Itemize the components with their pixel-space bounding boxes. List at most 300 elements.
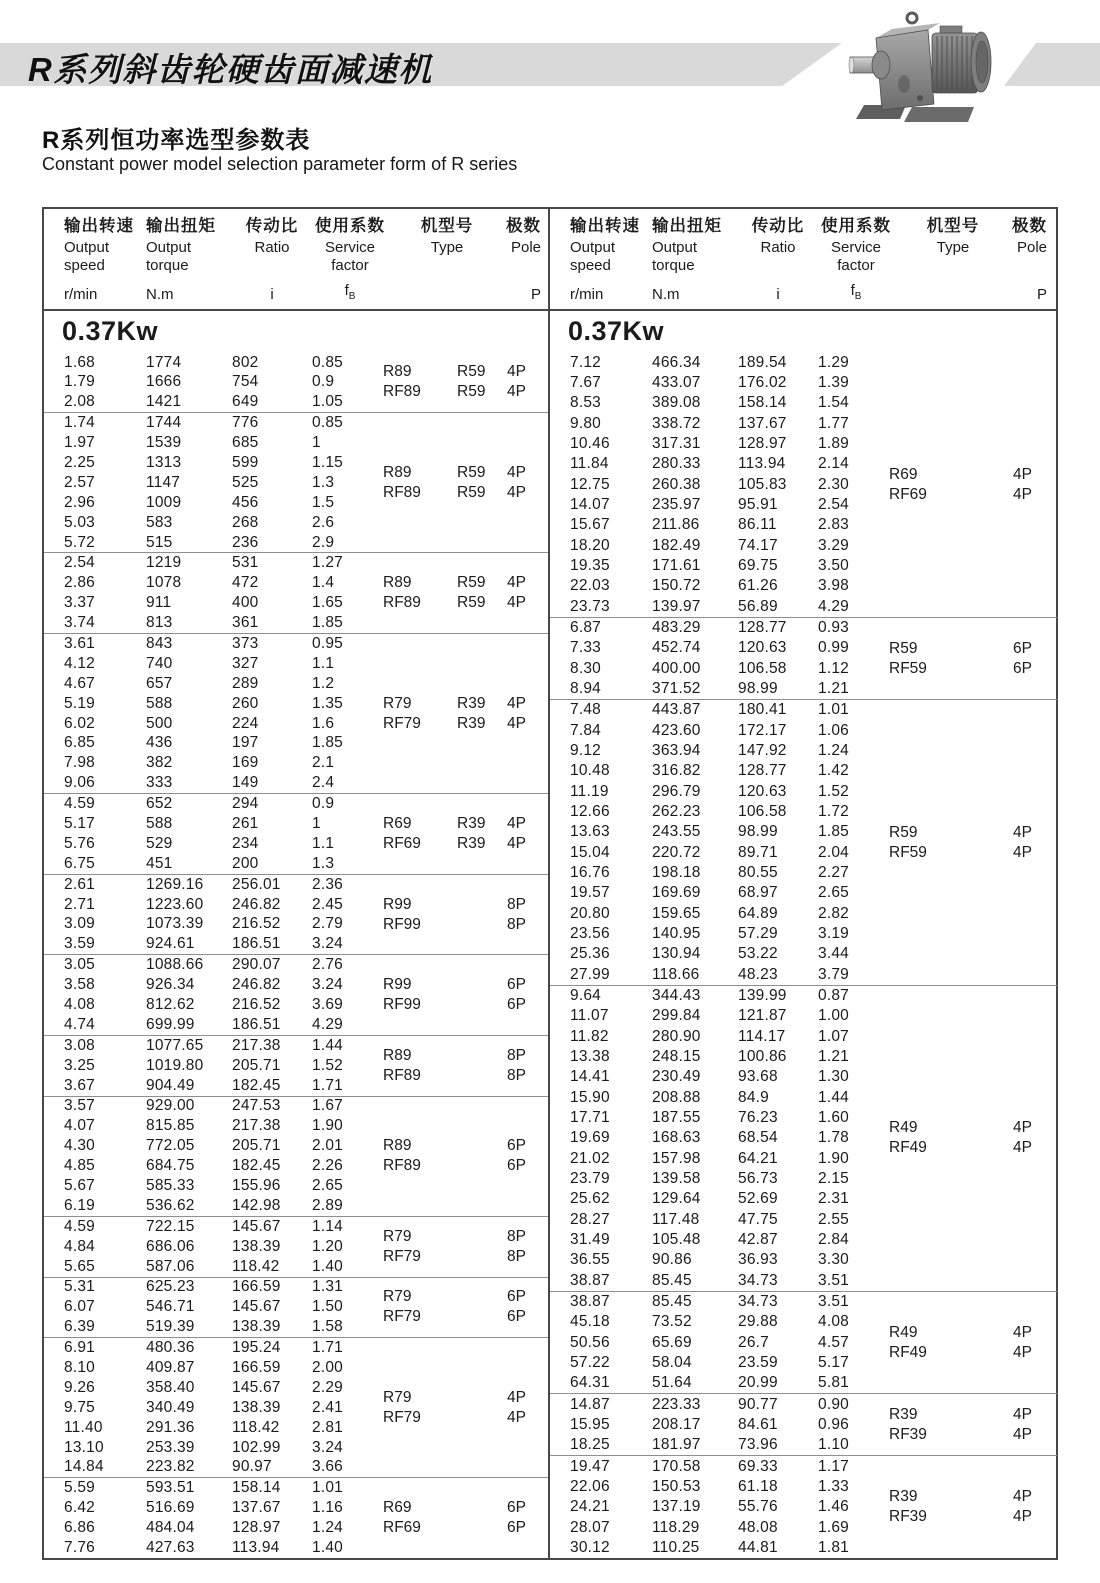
service-factor: 1 (312, 434, 321, 452)
ratio: 256.01 (232, 875, 281, 893)
output-speed: 2.54 (64, 554, 95, 572)
output-speed: 10.48 (570, 762, 610, 780)
service-factor: 2.65 (818, 884, 849, 902)
output-torque: 1269.16 (146, 875, 204, 893)
output-torque: 400.00 (652, 659, 701, 677)
output-torque: 130.94 (652, 945, 701, 963)
output-speed: 13.38 (570, 1047, 610, 1065)
pole-value: 4P (1013, 1405, 1032, 1423)
service-factor: 0.99 (818, 639, 849, 657)
column-header-speed: 输出转速 Output speed r/min (64, 217, 134, 303)
service-factor: 1.1 (312, 654, 335, 672)
pole-value: 8P (507, 895, 526, 913)
output-torque: 211.86 (652, 516, 700, 534)
table-row (550, 556, 1057, 576)
table-row (550, 1332, 1057, 1352)
table-row (550, 373, 1057, 393)
ratio: 86.11 (738, 516, 777, 534)
service-factor: 1.3 (312, 854, 335, 872)
output-torque: 137.19 (652, 1498, 701, 1516)
ratio: 145.67 (232, 1217, 281, 1235)
output-torque: 1223.60 (146, 895, 204, 913)
output-speed: 2.86 (64, 574, 95, 592)
output-torque: 260.38 (652, 475, 701, 493)
table-row (550, 659, 1057, 679)
table-row (550, 1108, 1057, 1128)
ratio: 106.58 (738, 803, 787, 821)
pole-value: 6P (507, 1157, 526, 1175)
table-row (44, 1498, 548, 1518)
pole-cell (1013, 639, 1032, 679)
ratio: 52.69 (738, 1190, 778, 1208)
output-speed: 5.17 (64, 814, 95, 832)
table-row (44, 1015, 548, 1035)
table-row (44, 1317, 548, 1337)
service-factor: 2.82 (818, 904, 849, 922)
type-model: RF89 (383, 1066, 421, 1084)
type-cell (889, 1118, 927, 1158)
output-torque: 500 (146, 714, 173, 732)
output-torque: 1539 (146, 434, 182, 452)
pole-value: 8P (507, 1247, 526, 1265)
table-row (44, 634, 548, 654)
table-row (550, 1067, 1057, 1087)
output-torque: 51.64 (652, 1374, 692, 1392)
table-row (550, 1189, 1057, 1209)
type-model: R39 (889, 1488, 918, 1506)
output-speed: 7.67 (570, 374, 601, 392)
ratio: 120.63 (738, 639, 787, 657)
pole-value: 8P (507, 1066, 526, 1084)
ratio-group (44, 1216, 548, 1277)
service-factor: 1.60 (818, 1108, 849, 1126)
ratio: 95.91 (738, 496, 778, 514)
pole-value: 4P (1013, 843, 1032, 861)
table-row (44, 1257, 548, 1277)
table-row (550, 944, 1057, 964)
service-factor: 1.52 (818, 782, 849, 800)
ratio: 205.71 (232, 1056, 281, 1074)
type-model: R59 (889, 823, 918, 841)
output-speed: 5.59 (64, 1479, 95, 1497)
type-model: RF89 (383, 483, 421, 501)
output-speed: 15.04 (570, 843, 610, 861)
service-factor: 1.05 (312, 393, 343, 411)
ratio-group (44, 633, 548, 793)
groups (44, 353, 548, 1558)
ratio: 64.21 (738, 1149, 778, 1167)
ratio: 138.39 (232, 1398, 281, 1416)
output-torque: 409.87 (146, 1359, 195, 1377)
output-torque: 1774 (146, 353, 182, 371)
service-factor: 1.21 (818, 680, 849, 698)
ratio: 118.42 (232, 1418, 280, 1436)
ratio: 247.53 (232, 1097, 281, 1115)
output-torque: 593.51 (146, 1479, 195, 1497)
table-row (44, 934, 548, 954)
ratio: 145.67 (232, 1298, 281, 1316)
ratio: 56.73 (738, 1169, 778, 1187)
type-model: R39 (889, 1405, 918, 1423)
output-torque: 443.87 (652, 701, 701, 719)
ratio: 268 (232, 513, 259, 531)
pole-value: 8P (507, 1227, 526, 1245)
output-torque: 129.64 (652, 1190, 701, 1208)
column-header-torque: 输出扭矩 Output torque N.m (146, 217, 216, 303)
output-speed: 4.59 (64, 795, 95, 813)
column-header-ratio: 传动比 Ratio i (751, 217, 805, 303)
output-torque: 333 (146, 774, 173, 792)
table-row (44, 613, 548, 633)
output-torque: 625.23 (146, 1278, 195, 1296)
service-factor: 1.81 (818, 1538, 849, 1556)
ratio: 113.94 (738, 455, 786, 473)
output-speed: 7.48 (570, 701, 601, 719)
table-row (44, 1378, 548, 1398)
column-header-type: 机型号 Type (926, 217, 980, 257)
type-model: R69 (889, 465, 918, 483)
table-row (550, 597, 1057, 617)
ratio: 68.54 (738, 1129, 778, 1147)
column-header-speed: 输出转速 Output speed r/min (570, 217, 640, 303)
service-factor: 1.39 (818, 374, 849, 392)
ratio: 216.52 (232, 996, 281, 1013)
type-model: R39 (457, 834, 486, 852)
ratio: 472 (232, 574, 259, 592)
output-speed: 31.49 (570, 1230, 610, 1248)
output-torque: 358.40 (146, 1378, 195, 1396)
output-torque: 1744 (146, 414, 182, 432)
service-factor: 1.67 (312, 1097, 343, 1115)
service-factor: 1.31 (312, 1278, 343, 1296)
table-row (44, 995, 548, 1015)
output-torque: 451 (146, 854, 173, 872)
output-torque: 150.72 (652, 577, 701, 595)
ratio: 158.14 (232, 1479, 281, 1497)
ratio: 34.73 (738, 1292, 778, 1310)
service-factor: 3.51 (818, 1271, 849, 1289)
output-torque: 85.45 (652, 1271, 692, 1289)
type-model: R89 (383, 463, 412, 481)
ratio: 169 (232, 754, 259, 772)
output-speed: 11.40 (64, 1418, 103, 1436)
ratio: 138.39 (232, 1318, 281, 1336)
table-row (550, 1312, 1057, 1332)
service-factor: 3.30 (818, 1251, 849, 1269)
output-speed: 50.56 (570, 1333, 610, 1351)
ratio: 23.59 (738, 1353, 778, 1371)
service-factor: 0.9 (312, 795, 335, 813)
output-torque: 85.45 (652, 1292, 692, 1310)
service-factor: 4.29 (312, 1015, 343, 1033)
pole-cell (1013, 823, 1032, 863)
table-row (550, 986, 1057, 1006)
service-factor: 3.66 (312, 1458, 343, 1476)
type-cell (889, 1323, 927, 1363)
table-row (550, 1477, 1057, 1497)
type-model: R39 (457, 694, 486, 712)
table-row (550, 1435, 1057, 1455)
output-torque: 1147 (146, 473, 181, 491)
output-speed: 5.03 (64, 513, 95, 531)
type-model: RF99 (383, 996, 421, 1014)
table-row (44, 1338, 548, 1358)
pole-value: 4P (507, 694, 526, 712)
table-row (550, 1538, 1057, 1558)
output-torque: 516.69 (146, 1499, 195, 1517)
output-speed: 7.84 (570, 721, 601, 739)
ratio: 90.97 (232, 1458, 272, 1476)
output-torque: 699.99 (146, 1015, 195, 1033)
pole-value: 4P (507, 594, 526, 612)
ratio: 73.96 (738, 1436, 778, 1454)
service-factor: 0.85 (312, 353, 343, 371)
pole-cell (1013, 1118, 1032, 1158)
output-torque: 371.52 (652, 680, 701, 698)
table-row (44, 1156, 548, 1176)
pole-value: 6P (507, 1137, 526, 1155)
table-row (550, 618, 1057, 638)
ratio: 76.23 (738, 1108, 778, 1126)
ratio: 84.9 (738, 1088, 769, 1106)
table-half-left (44, 209, 550, 1558)
output-speed: 1.74 (64, 414, 95, 432)
ratio: 26.7 (738, 1333, 769, 1351)
service-factor: 0.95 (312, 634, 343, 652)
service-factor: 1.14 (312, 1217, 343, 1235)
table-row (44, 1237, 548, 1257)
column-header-factor: 使用系数 Service factor $f_B$ (821, 217, 891, 303)
output-speed: 64.31 (570, 1374, 610, 1392)
service-factor: 2.31 (818, 1190, 849, 1208)
output-speed: 25.36 (570, 945, 610, 963)
output-speed: 2.25 (64, 453, 95, 471)
pole-cell (1013, 1323, 1032, 1363)
output-torque: 382 (146, 754, 173, 772)
output-torque: 536.62 (146, 1196, 195, 1214)
table-half-right (550, 209, 1057, 1558)
pole-value: 8P (507, 915, 526, 933)
service-factor: 1.10 (818, 1436, 849, 1454)
table-row (44, 753, 548, 773)
output-speed: 19.69 (570, 1129, 610, 1147)
ratio: 137.67 (232, 1499, 281, 1517)
output-speed: 6.39 (64, 1318, 95, 1336)
type-cell (889, 465, 927, 505)
ratio: 47.75 (738, 1210, 778, 1228)
ratio: 200 (232, 854, 259, 872)
ratio: 128.77 (738, 762, 787, 780)
type-model: R59 (457, 594, 486, 612)
column-header-type: 机型号 Type (420, 217, 474, 257)
table-row (550, 1415, 1057, 1435)
type-cell (889, 1487, 927, 1527)
type-model: RF69 (383, 834, 421, 852)
table-row (44, 513, 548, 533)
output-speed: 23.73 (570, 597, 610, 615)
service-factor: 1.40 (312, 1539, 343, 1557)
type-cell (889, 823, 927, 863)
ratio: 205.71 (232, 1137, 281, 1155)
ratio: 105.83 (738, 475, 787, 493)
type-model: R79 (383, 1388, 412, 1406)
ratio: 34.73 (738, 1271, 778, 1289)
type-cell (383, 814, 485, 854)
service-factor: 1.85 (818, 823, 849, 841)
table-row (550, 393, 1057, 413)
service-factor: 1.01 (312, 1479, 343, 1497)
pole-value: 4P (507, 463, 526, 481)
type-model: R59 (889, 639, 918, 657)
service-factor: 4.29 (818, 597, 849, 615)
output-torque: 722.15 (146, 1217, 195, 1235)
ratio: 180.41 (738, 701, 787, 719)
ratio: 20.99 (738, 1374, 778, 1392)
service-factor: 5.17 (818, 1353, 849, 1371)
table-row (550, 1047, 1057, 1067)
output-speed: 18.25 (570, 1436, 610, 1454)
ratio: 118.42 (232, 1257, 280, 1275)
ratio: 98.99 (738, 823, 778, 841)
ratio: 57.29 (738, 924, 778, 942)
ratio-group (44, 1096, 548, 1216)
table-row (44, 1358, 548, 1378)
column-header-pole: 极数 Pole P (506, 217, 541, 303)
service-factor: 2.01 (312, 1137, 343, 1155)
output-torque: 344.43 (652, 986, 701, 1004)
type-model: R79 (383, 1227, 412, 1245)
table-row (44, 733, 548, 753)
ratio: 100.86 (738, 1047, 787, 1065)
output-speed: 21.02 (570, 1149, 610, 1167)
output-speed: 2.57 (64, 473, 95, 491)
table-row (550, 964, 1057, 984)
ratio: 261 (232, 814, 259, 832)
service-factor: 1.44 (312, 1036, 343, 1054)
output-speed: 1.97 (64, 434, 95, 452)
output-speed: 1.79 (64, 373, 95, 391)
table-row (550, 721, 1057, 741)
output-speed: 6.02 (64, 714, 95, 732)
service-factor: 2.41 (312, 1398, 343, 1416)
output-speed: 3.61 (64, 634, 95, 652)
table-row (44, 1076, 548, 1096)
output-torque: 433.07 (652, 374, 701, 392)
table-row (550, 883, 1057, 903)
service-factor: 4.57 (818, 1333, 849, 1351)
type-cell (383, 1498, 421, 1538)
power-heading: 0.37Kw (568, 316, 665, 347)
service-factor: 1.42 (818, 762, 849, 780)
pole-cell (1013, 1405, 1032, 1445)
output-torque: 1073.39 (146, 915, 204, 933)
output-speed: 5.19 (64, 694, 95, 712)
pole-cell (507, 694, 526, 734)
service-factor: 0.9 (312, 373, 335, 391)
output-torque: 1009 (146, 493, 182, 511)
ratio: 80.55 (738, 864, 778, 881)
ratio: 84.61 (738, 1415, 778, 1433)
service-factor: 1.24 (818, 742, 849, 760)
table-row (550, 1394, 1057, 1414)
output-speed: 10.46 (570, 435, 610, 453)
type-model: RF89 (383, 383, 421, 401)
type-model: RF39 (889, 1425, 927, 1443)
output-speed: 4.08 (64, 996, 95, 1013)
gear-motor-image (848, 6, 1010, 132)
output-torque: 1078 (146, 574, 182, 592)
pole-value: 4P (507, 1388, 526, 1406)
ratio: 246.82 (232, 895, 281, 913)
table-row (44, 1116, 548, 1136)
ratio: 186.51 (232, 935, 281, 953)
ratio: 48.08 (738, 1518, 778, 1536)
ratio: 195.24 (232, 1339, 281, 1357)
type-model: RF79 (383, 1247, 421, 1265)
table-row (44, 1438, 548, 1458)
output-torque: 230.49 (652, 1068, 701, 1086)
service-factor: 2.76 (312, 956, 343, 974)
pole-cell (507, 1227, 526, 1267)
service-factor: 2.29 (312, 1378, 343, 1396)
ratio: 113.94 (232, 1539, 280, 1557)
table-row (44, 1056, 548, 1076)
pole-value: 4P (507, 483, 526, 501)
output-torque: 220.72 (652, 843, 701, 861)
groups (550, 353, 1057, 1558)
ratio: 373 (232, 634, 259, 652)
pole-cell (507, 814, 526, 854)
output-torque: 117.48 (652, 1210, 700, 1228)
type-cell (383, 1136, 421, 1176)
ratio: 93.68 (738, 1068, 778, 1086)
output-speed: 3.05 (64, 956, 95, 974)
table-row (550, 863, 1057, 883)
output-torque: 389.08 (652, 394, 701, 412)
output-torque: 588 (146, 814, 173, 832)
output-speed: 11.84 (570, 455, 609, 473)
table-row (44, 1196, 548, 1216)
output-speed: 4.74 (64, 1015, 95, 1033)
output-torque: 181.97 (652, 1436, 701, 1454)
output-speed: 4.84 (64, 1237, 95, 1255)
type-cell (383, 362, 485, 402)
output-speed: 38.87 (570, 1292, 610, 1310)
output-speed: 9.06 (64, 774, 95, 792)
output-speed: 6.91 (64, 1339, 95, 1357)
ratio-group (550, 1393, 1057, 1455)
output-torque: 483.29 (652, 619, 701, 637)
output-torque: 182.49 (652, 536, 701, 554)
output-speed: 23.79 (570, 1169, 610, 1187)
table-row (550, 924, 1057, 944)
ratio-group (44, 412, 548, 552)
ratio: 649 (232, 393, 259, 411)
output-torque: 452.74 (652, 639, 701, 657)
output-speed: 14.87 (570, 1395, 610, 1413)
ratio-group (550, 1291, 1057, 1394)
service-factor: 3.50 (818, 557, 849, 575)
type-cell (383, 694, 485, 734)
output-speed: 2.96 (64, 493, 95, 511)
pole-value: 4P (1013, 1139, 1032, 1157)
output-speed: 6.87 (570, 619, 601, 637)
service-factor: 2.55 (818, 1210, 849, 1228)
output-speed: 11.07 (570, 1007, 609, 1025)
pole-value: 4P (1013, 1119, 1032, 1137)
ratio: 139.99 (738, 986, 787, 1004)
output-speed: 22.03 (570, 577, 610, 595)
